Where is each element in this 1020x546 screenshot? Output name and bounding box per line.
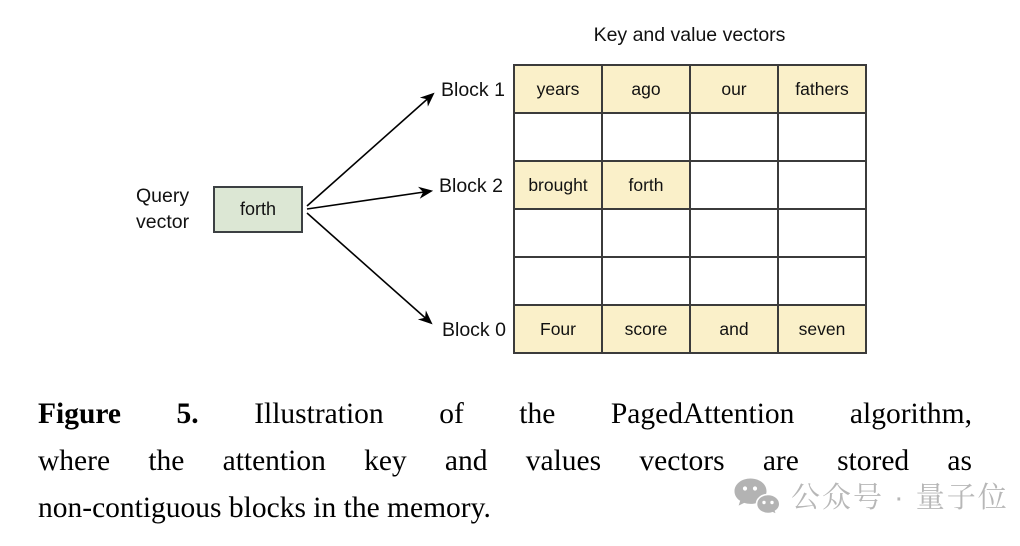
kv-cell: brought xyxy=(514,161,602,209)
watermark xyxy=(733,477,1009,519)
table-row-empty xyxy=(514,113,866,161)
kv-cell-empty xyxy=(514,209,602,257)
block-0-label: Block 0 xyxy=(442,319,506,341)
kv-cell-empty xyxy=(690,209,778,257)
kv-cell: our xyxy=(690,65,778,113)
kv-cell-empty xyxy=(602,113,690,161)
caption-line-1 xyxy=(38,391,972,438)
kv-cell-empty xyxy=(778,257,866,305)
kv-cell-empty xyxy=(690,161,778,209)
table-row-block-0 xyxy=(514,305,866,353)
arrow-to-block-2 xyxy=(307,191,431,209)
block-1-label: Block 1 xyxy=(441,79,505,101)
kv-cell: years xyxy=(514,65,602,113)
kv-cell-empty xyxy=(514,113,602,161)
table-row-block-2 xyxy=(514,161,866,209)
query-vector-label: Query vector xyxy=(136,185,190,233)
caption-text-1: Illustration of the PagedAttention algorithm, xyxy=(254,398,972,430)
caption-line-3: non-contiguous blocks in the memory. xyxy=(38,492,491,524)
table-title: Key and value vectors xyxy=(593,24,786,46)
kv-cell: ago xyxy=(602,65,690,113)
table-row-empty xyxy=(514,257,866,305)
kv-cell: forth xyxy=(602,161,690,209)
arrow-to-block-0 xyxy=(307,213,431,323)
kv-cell-empty xyxy=(778,161,866,209)
kv-cell-empty xyxy=(690,113,778,161)
kv-cell-empty xyxy=(602,257,690,305)
kv-cell: seven xyxy=(778,305,866,353)
kv-cell-empty xyxy=(778,113,866,161)
kv-cell: fathers xyxy=(778,65,866,113)
wechat-icon xyxy=(733,477,781,519)
watermark-text: 公众号 · 量子位 xyxy=(791,482,1009,514)
kv-cell: and xyxy=(690,305,778,353)
kv-cell: Four xyxy=(514,305,602,353)
query-vector-box xyxy=(213,186,303,233)
table-row-empty xyxy=(514,209,866,257)
kv-cell-empty xyxy=(778,209,866,257)
block-2-label: Block 2 xyxy=(439,175,503,197)
table-row-block-1 xyxy=(514,65,866,113)
kv-cell-empty xyxy=(514,257,602,305)
caption-line-2: where the attention key and values vectors are stored as xyxy=(38,445,972,477)
kv-cell-empty xyxy=(602,209,690,257)
query-vector-token: forth xyxy=(239,199,277,219)
arrow-to-block-1 xyxy=(307,94,433,206)
kv-cell-empty xyxy=(690,257,778,305)
kv-cell: score xyxy=(602,305,690,353)
figure-number: Figure 5. xyxy=(38,398,199,430)
kv-cache-table xyxy=(513,64,867,354)
